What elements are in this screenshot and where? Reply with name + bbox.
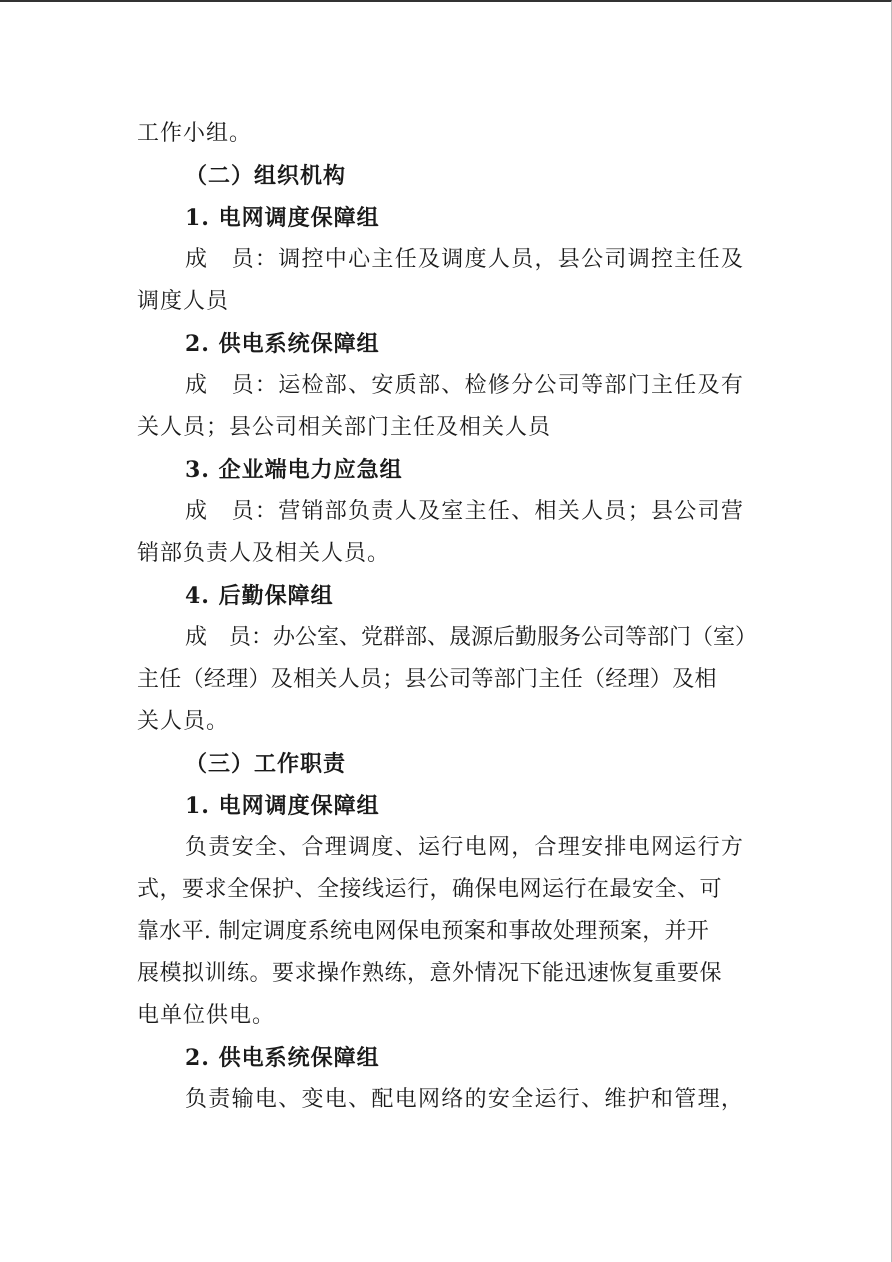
subsection-heading: 1. 电网调度保障组 [185, 793, 380, 819]
paragraph-line: 调度人员 [137, 289, 230, 314]
subsection-heading: 2. 供电系统保障组 [185, 1045, 380, 1071]
paragraph-line: 展模拟训练。要求操作熟练，意外情况下能迅速恢复重要保 [137, 961, 723, 986]
paragraph-line: 成 员：调控中心主任及调度人员，县公司调控主任及 [185, 247, 745, 272]
paragraph-line: 式，要求全保护、全接线运行，确保电网运行在最安全、可 [137, 877, 723, 902]
paragraph-line: 电单位供电。 [137, 1003, 276, 1028]
paragraph-line: 负责输电、变电、配电网络的安全运行、维护和管理， [185, 1087, 745, 1112]
paragraph-line: 成 员：营销部负责人及室主任、相关人员；县公司营 [185, 499, 745, 524]
paragraph-line: 成 员：办公室、党群部、晟源后勤服务公司等部门（室） [185, 625, 758, 650]
paragraph-line: 成 员：运检部、安质部、检修分公司等部门主任及有 [185, 373, 745, 398]
paragraph-line: 工作小组。 [137, 121, 253, 146]
paragraph-line: 关人员；县公司相关部门主任及相关人员 [137, 415, 552, 440]
paragraph-line: 负责安全、合理调度、运行电网，合理安排电网运行方 [185, 835, 745, 860]
subsection-heading: 2. 供电系统保障组 [185, 331, 380, 357]
section-heading: （二）组织机构 [185, 163, 347, 189]
paragraph-line: 主任（经理）及相关人员；县公司等部门主任（经理）及相 [137, 667, 717, 692]
section-heading: （三）工作职责 [185, 751, 347, 777]
paragraph-line: 靠水平. 制定调度系统电网保电预案和事故处理预案，并开 [137, 919, 710, 944]
paragraph-line: 销部负责人及相关人员。 [137, 541, 391, 566]
subsection-heading: 1. 电网调度保障组 [185, 205, 380, 231]
subsection-heading: 4. 后勤保障组 [185, 583, 334, 609]
subsection-heading: 3. 企业端电力应急组 [185, 457, 403, 483]
paragraph-line: 关人员。 [137, 709, 230, 734]
